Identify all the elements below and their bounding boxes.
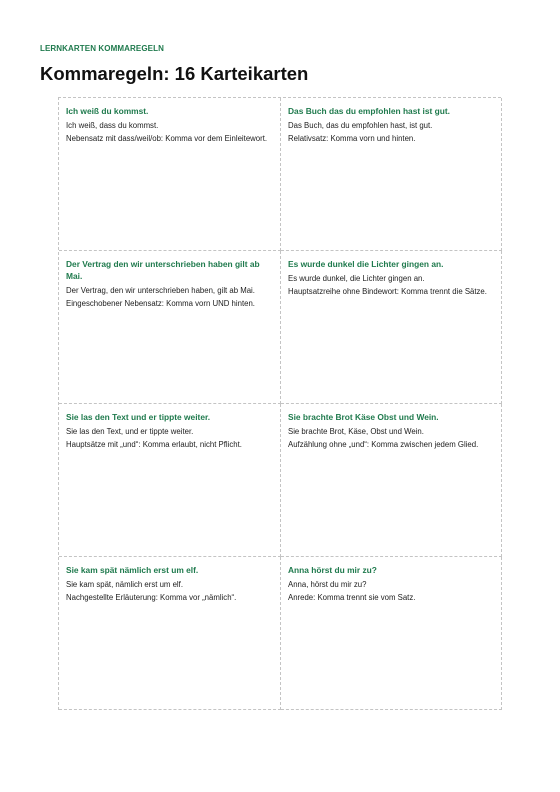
card-answer: Anna, hörst du mir zu? (288, 580, 367, 589)
page-title: Kommaregeln: 16 Karteikarten (40, 63, 309, 84)
card-answer: Der Vertrag, den wir unterschrieben haben, gilt ab Mai. (66, 286, 255, 295)
card-rule: Aufzählung ohne „und“: Komma zwischen jedem Glied. (288, 439, 479, 449)
card-front: Sie las den Text und er tippte weiter. (66, 412, 211, 422)
card-rule: Nachgestellte Erläuterung: Komma vor „nämlich“. (66, 592, 237, 602)
card-rule: Nebensatz mit dass/weil/ob: Komma vor dem Einleitewort. (66, 133, 268, 143)
card-rule: Eingeschobener Nebensatz: Komma vorn UND hinten. (66, 298, 255, 308)
card-answer: Sie las den Text, und er tippte weiter. (66, 427, 194, 436)
card-front: Sie kam spät nämlich erst um elf. (66, 565, 199, 575)
card-rule: Relativsatz: Komma vorn und hinten. (288, 133, 416, 143)
flashcard (59, 404, 281, 557)
flashcard (281, 98, 502, 251)
card-front: Das Buch das du empfohlen hast ist gut. (288, 106, 450, 116)
card-answer: Sie brachte Brot, Käse, Obst und Wein. (288, 427, 424, 436)
flashcard (59, 557, 281, 710)
card-front: Der Vertrag den wir unterschrieben haben gilt ab Mai. (66, 259, 260, 281)
card-front: Sie brachte Brot Käse Obst und Wein. (288, 412, 439, 422)
page-kicker: LERNKARTEN KOMMAREGELN (40, 44, 164, 53)
flashcard (281, 557, 502, 710)
card-rule: Hauptsatzreihe ohne Bindewort: Komma trennt die Sätze. (288, 286, 487, 296)
flashcard-grid (58, 97, 501, 710)
card-answer: Ich weiß, dass du kommst. (66, 121, 159, 130)
card-front: Ich weiß du kommst. (66, 106, 149, 116)
card-answer: Das Buch, das du empfohlen hast, ist gut. (288, 121, 433, 130)
flashcard (281, 251, 502, 404)
card-rule: Hauptsätze mit „und“: Komma erlaubt, nicht Pflicht. (66, 439, 242, 449)
flashcard (59, 98, 281, 251)
card-front: Anna hörst du mir zu? (288, 565, 377, 575)
card-answer: Sie kam spät, nämlich erst um elf. (66, 580, 183, 589)
card-front: Es wurde dunkel die Lichter gingen an. (288, 259, 444, 269)
flashcard (281, 404, 502, 557)
card-answer: Es wurde dunkel, die Lichter gingen an. (288, 274, 425, 283)
flashcard (59, 251, 281, 404)
card-rule: Anrede: Komma trennt sie vom Satz. (288, 592, 416, 602)
